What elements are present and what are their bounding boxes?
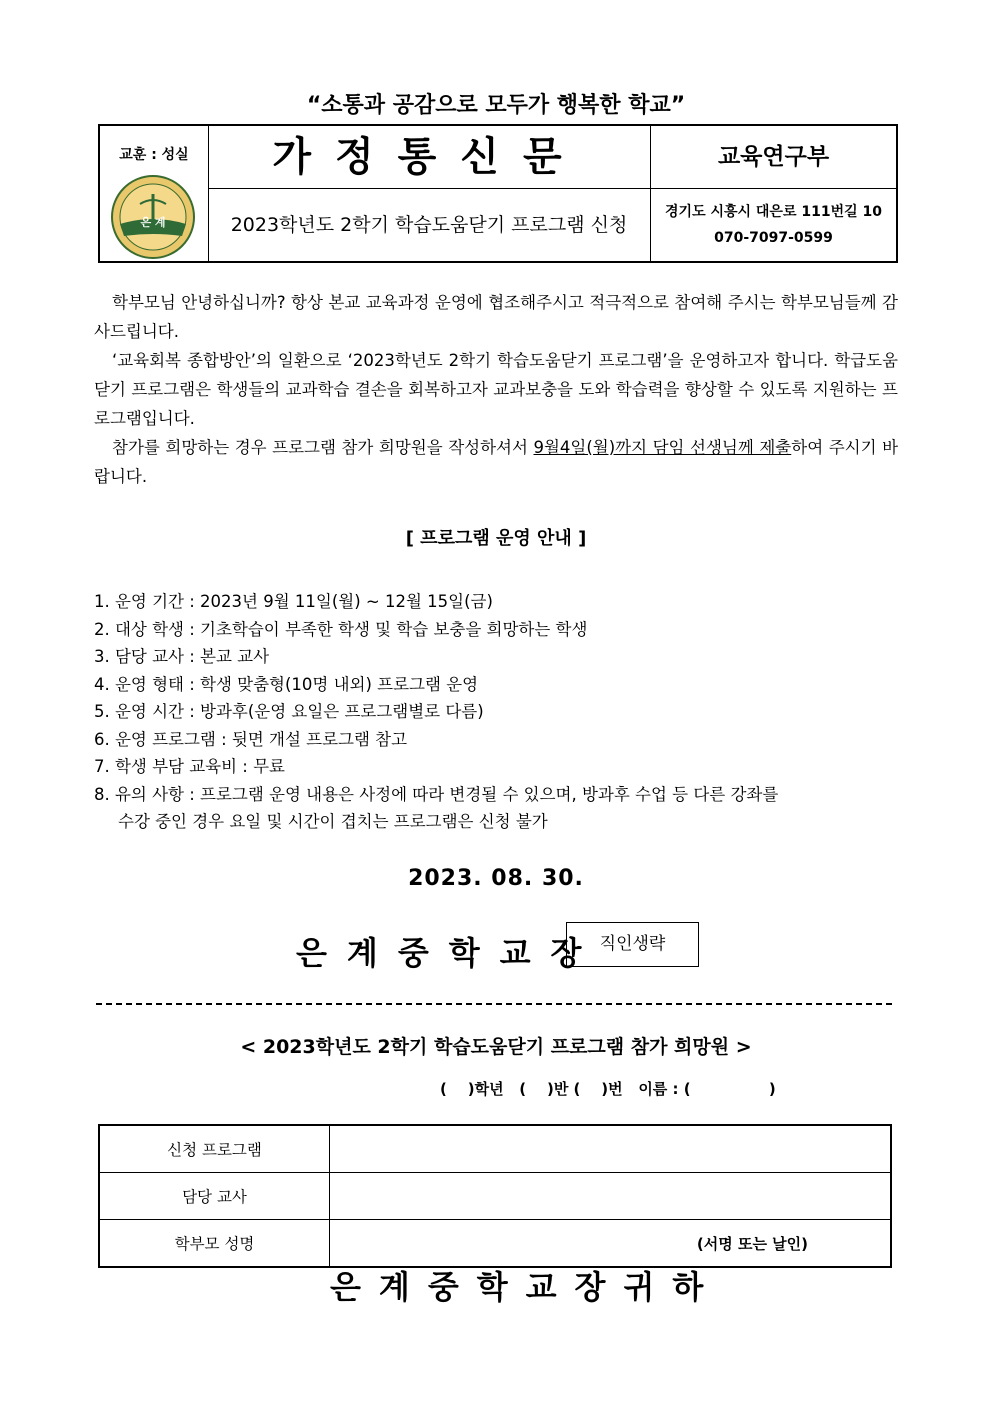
school-contact [651,189,896,261]
cut-line [96,1003,892,1005]
greeting-paragraph: 학부모님 안녕하십니까? 항상 본교 교육과정 운영에 협조해주시고 적극적으로 참여해 주시는 학부모님들께 감사드립니다. [94,293,898,341]
parent-signature-field[interactable]: (서명 또는 날인) [330,1220,892,1268]
list-item: 8. 유의 사항 : 프로그램 운영 내용은 사정에 따라 변경될 수 있으며, 방과후 수업 등 다른 강좌를 [94,784,779,804]
table-row [99,1173,891,1220]
form-label: 신청 프로그램 [99,1125,330,1173]
school-info-cell [100,126,209,261]
form-label: 학부모 성명 [99,1220,330,1268]
request-paragraph [94,433,898,491]
list-item: 4. 운영 형태 : 학생 맞춤형(10명 내외) 프로그램 운영 [94,674,479,694]
seal-box: 직인생략 [566,922,699,967]
svg-text:은 계: 은 계 [140,216,166,229]
list-item: 3. 담당 교사 : 본교 교사 [94,647,270,666]
school-phone: 070-7097-0599 [714,230,833,246]
list-item: 2. 대상 학생 : 기초학습이 부족한 학생 및 학습 보충을 희망하는 학생 [94,619,588,639]
student-info-line: ( )학년 ( )반 ( )번 이름 : ( ) [440,1080,776,1098]
principal-name: 은계중학교장 [296,934,602,972]
table-row [99,1125,891,1173]
school-address: 경기도 시흥시 대은로 111번길 10 [665,204,882,220]
application-form-table [98,1124,892,1268]
list-item: 6. 운영 프로그램 : 뒷면 개설 프로그램 참고 [94,729,408,749]
request-text: 참가를 희망하는 경우 프로그램 참가 희망원을 작성하셔서 [112,438,534,457]
issue-date: 2023. 08. 30. [408,866,584,891]
list-item-continuation: 수강 중인 경우 요일 및 시간이 겹치는 프로그램은 신청 불가 [118,812,548,831]
purpose-paragraph: ‘교육회복 종합방안’의 일환으로 ‘2023학년도 2학기 학습도움닫기 프로그램’을 운영하고자 합니다. 학급도움닫기 프로그램은 학생들의 교과학습 결손을 회복하고자 교과보충을 도와 학습력을 향상할 수 있도록 지원하는 프로그램입니다. [94,351,898,428]
program-info-list [94,588,898,836]
program-field[interactable] [330,1125,892,1173]
newsletter-title: 가정통신문 [208,126,651,189]
list-item: 5. 운영 시간 : 방과후(운영 요일은 프로그램별로 다름) [94,702,484,721]
list-item: 1. 운영 기간 : 2023년 9월 11일(월) ~ 12월 15일(금) [94,592,493,611]
newsletter-header [98,124,898,263]
list-item: 7. 학생 부담 교육비 : 무료 [94,757,285,776]
newsletter-subject: 2023학년도 2학기 학습도움닫기 프로그램 신청 [208,189,651,261]
table-row [99,1220,891,1268]
school-slogan: “소통과 공감으로 모두가 행복한 학교” [306,93,686,118]
department-name: 교육연구부 [651,126,896,189]
form-label: 담당 교사 [99,1173,330,1220]
letter-body [94,288,898,491]
school-motto: 교훈 : 성실 [119,147,189,163]
school-emblem-icon [110,174,196,260]
request-text-end: 하여 주시기 바랍니다. [94,438,899,486]
teacher-field[interactable] [330,1173,892,1220]
section-title: [ 프로그램 운영 안내 ] [405,528,587,549]
recipient: 은계중학교장귀하 [330,1268,722,1306]
deadline-text: 9월4일(월)까지 담임 선생님께 제출 [533,438,792,457]
form-title: < 2023학년도 2학기 학습도움닫기 프로그램 참가 희망원 > [240,1036,752,1058]
